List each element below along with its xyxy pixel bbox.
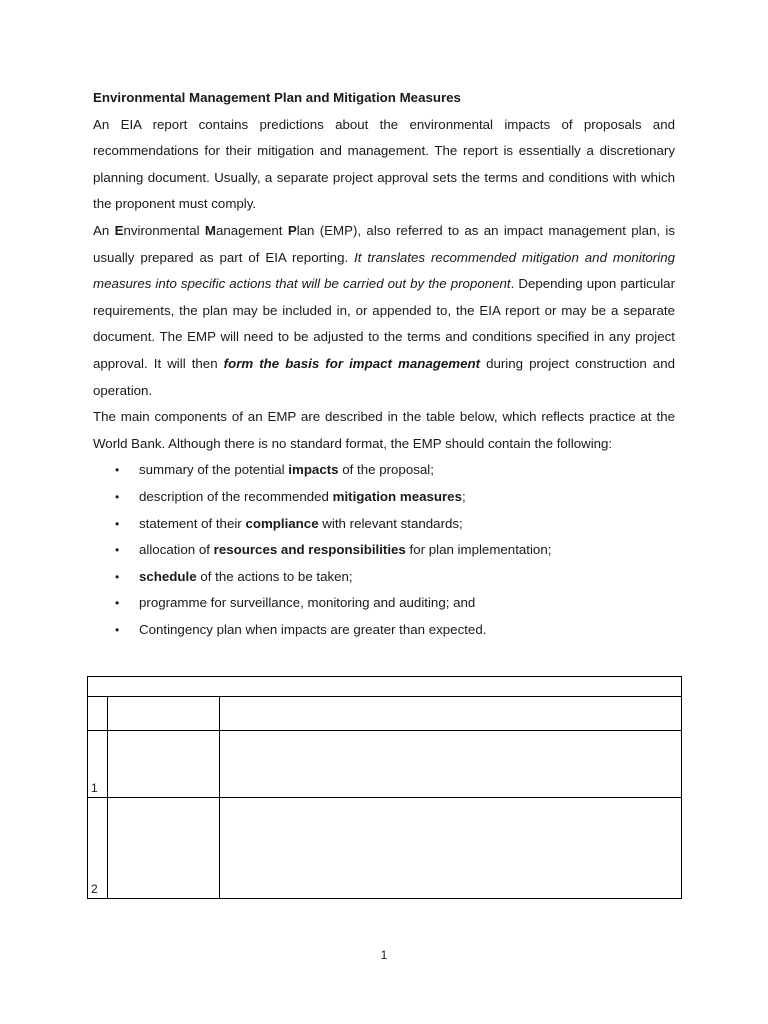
bold-term: compliance	[245, 515, 319, 531]
table-header-cell	[220, 697, 682, 731]
text-run: description of the recommended	[139, 488, 333, 504]
bullet-icon: •	[115, 569, 120, 584]
bullet-icon: •	[115, 543, 120, 558]
table-cell	[220, 731, 682, 798]
table-row	[88, 798, 682, 899]
table-header-row	[88, 697, 682, 731]
bold-letter-m: M	[204, 222, 216, 238]
text-run: summary of the potential	[139, 462, 289, 478]
text-run: nvironmental	[123, 222, 205, 238]
list-item	[93, 590, 675, 617]
list-item	[93, 511, 675, 538]
emp-components-list	[93, 457, 675, 643]
list-item	[93, 457, 675, 484]
table-title-row	[88, 677, 682, 697]
table-cell	[108, 731, 220, 798]
table-row	[88, 731, 682, 798]
table-title-cell	[88, 677, 682, 697]
row-number-cell: 1	[88, 731, 108, 798]
bold-italic-phrase: form the basis for impact management	[223, 355, 481, 371]
text-run: ;	[461, 488, 466, 504]
bullet-icon: •	[115, 596, 120, 611]
text-run: anagement	[215, 222, 288, 238]
bold-term: schedule	[139, 568, 197, 584]
italic-sentence: It translates recommended mitigation and monitoring measures into specific actions that will be carried out by the proponent	[93, 249, 675, 292]
text-run: allocation of	[139, 542, 214, 558]
bold-term: resources and responsibilities	[213, 542, 406, 558]
text-run: statement of their	[139, 515, 246, 531]
page-number: 1	[380, 948, 388, 962]
paragraph-emp-definition	[93, 218, 675, 404]
text-run: . Depending upon particular requirements, the plan may be included in, or appended to, the EIA report or may be a separate document. The EMP will need to be adjusted to the terms and conditions specified in any project approval. It will then	[93, 276, 676, 371]
list-item	[93, 617, 675, 644]
text-run: for plan implementation;	[405, 542, 552, 558]
text-run: programme for surveillance, monitoring and auditing; and	[139, 595, 476, 611]
paragraph-emp-components: The main components of an EMP are described in the table below, which reflects practice at the World Bank. Although there is no standard format, the EMP should contain the following:	[93, 409, 675, 451]
bullet-icon: •	[115, 516, 120, 531]
section-title: Environmental Management Plan and Mitigation Measures	[93, 90, 461, 105]
row-number-cell: 2	[88, 798, 108, 899]
list-item	[93, 537, 675, 564]
table-header-cell	[88, 697, 108, 731]
text-run: with relevant standards;	[318, 515, 463, 531]
list-item	[93, 564, 675, 591]
document-body	[93, 85, 675, 643]
table-cell	[108, 798, 220, 899]
bullet-icon: •	[115, 463, 120, 478]
text-run: lan (EMP), also referred to as an impact management plan, is usually prepared as part of EIA reporting.	[93, 222, 675, 265]
bold-term: mitigation measures	[332, 488, 462, 504]
table-header-cell	[108, 697, 220, 731]
text-run: Contingency plan when impacts are greater than expected.	[139, 621, 487, 637]
emp-table	[87, 676, 682, 899]
bold-letter-e: E	[114, 222, 124, 238]
bullet-icon: •	[115, 622, 120, 637]
bullet-icon: •	[115, 489, 120, 504]
table-cell	[220, 798, 682, 899]
bold-letter-p: P	[287, 222, 297, 238]
text-run: of the actions to be taken;	[196, 568, 353, 584]
text-run: An	[93, 222, 115, 238]
paragraph-eia-report: An EIA report contains predictions about the environmental impacts of proposals and recommendations for their mitigation and management. The report is essentially a discretionary planning document. Usually, a separate project approval sets the terms and conditions with which the proponent must comply.	[93, 116, 675, 212]
text-run: during project construction and operation.	[93, 355, 675, 398]
bold-term: impacts	[288, 462, 339, 478]
list-item	[93, 484, 675, 511]
text-run: of the proposal;	[338, 462, 434, 478]
